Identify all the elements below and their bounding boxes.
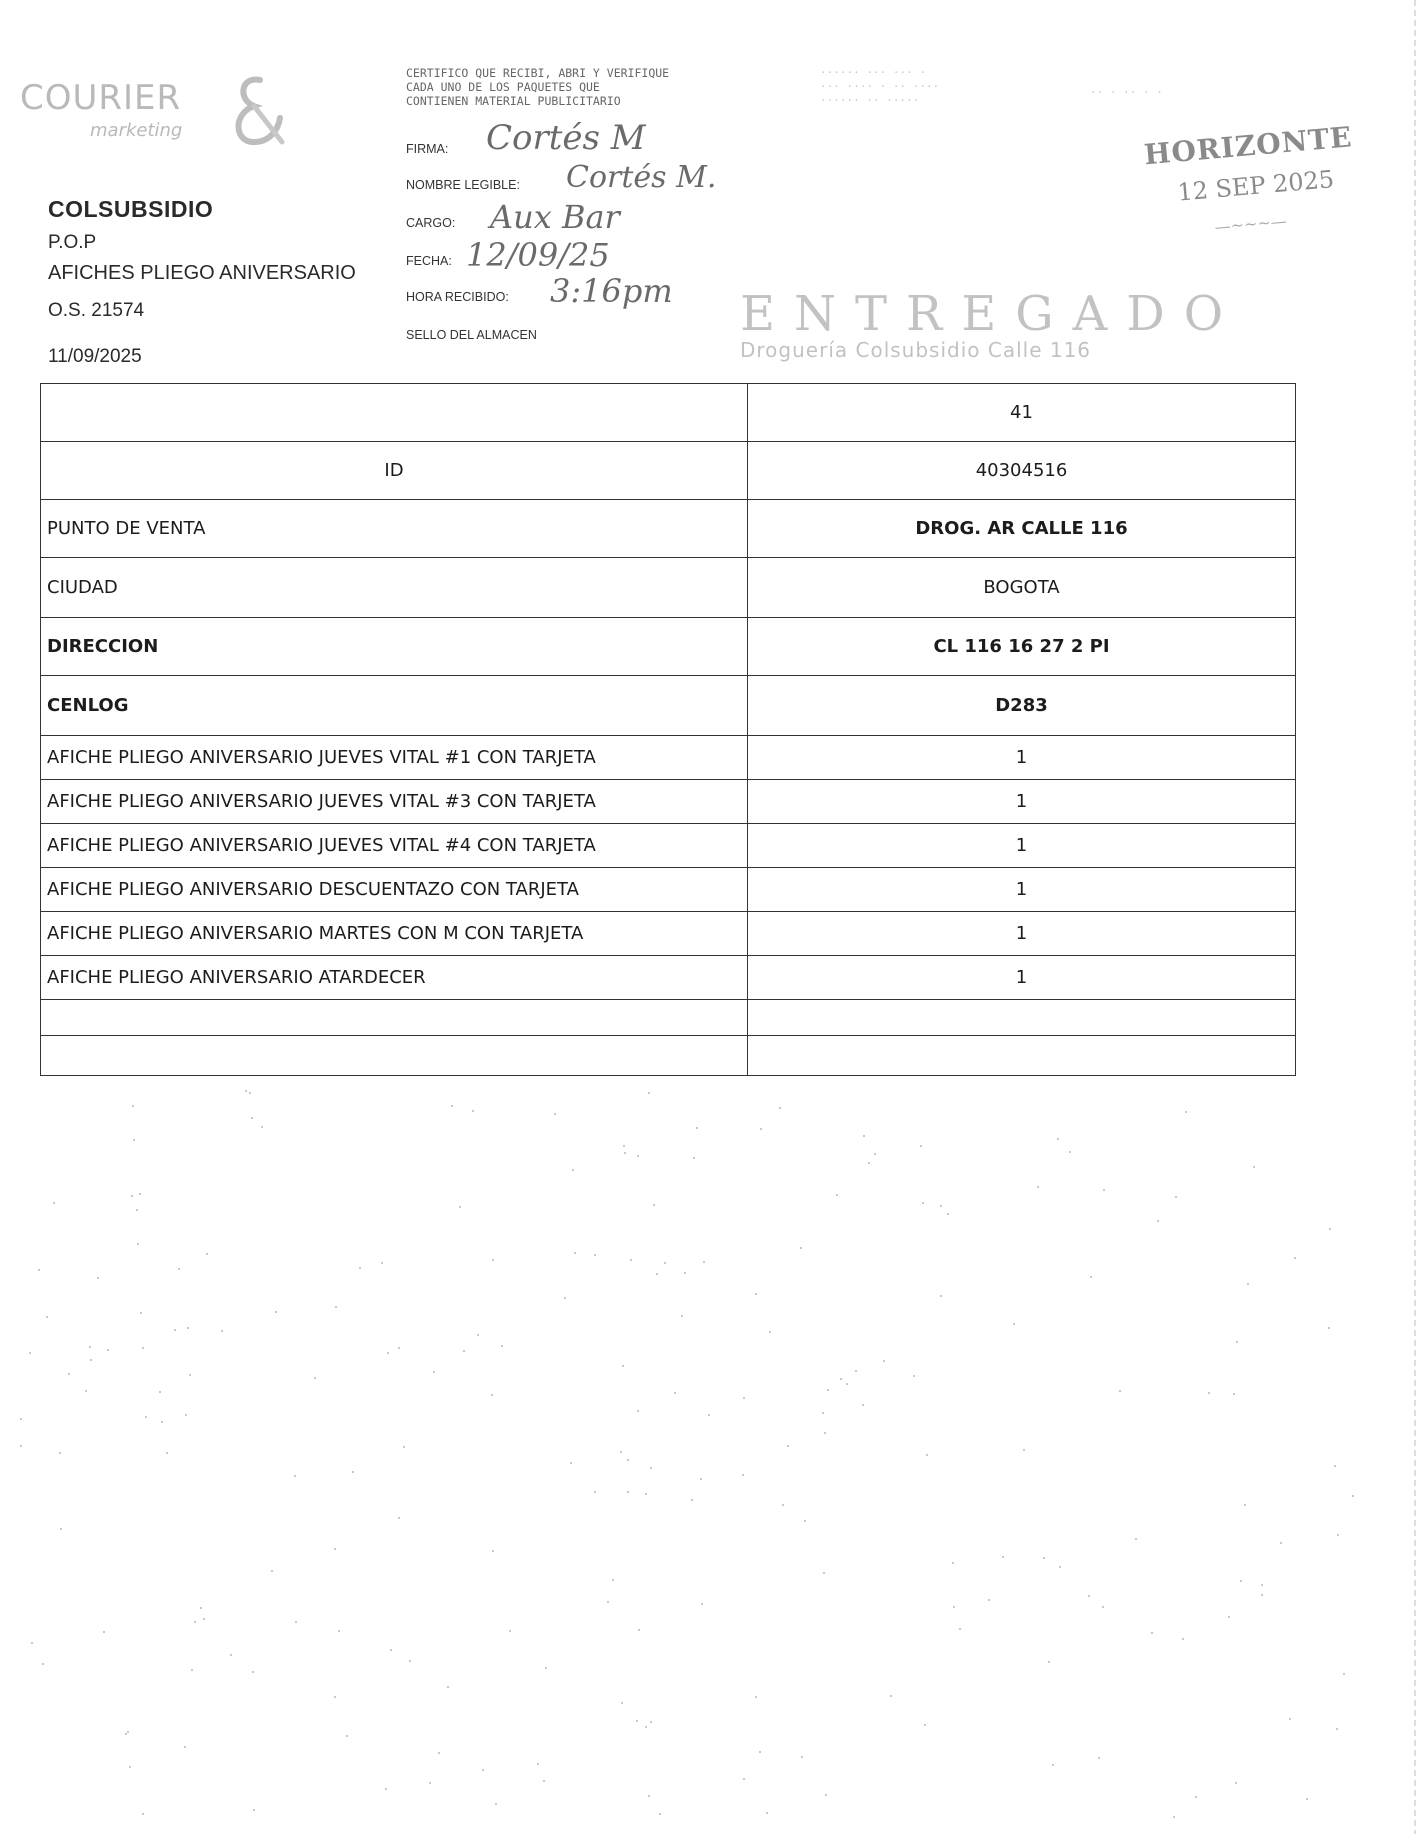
entregado-word: ENTREGADO <box>740 286 1243 342</box>
sello-label: SELLO DEL ALMACEN <box>406 328 537 342</box>
certificate-line: CERTIFICO QUE RECIBI, ABRI Y VERIFIQUE <box>406 66 670 80</box>
noise-dot <box>1253 1166 1255 1168</box>
noise-dot <box>653 1204 655 1206</box>
noise-dot <box>664 1262 666 1264</box>
noise-dot <box>31 1642 33 1644</box>
noise-dot <box>1090 1276 1092 1278</box>
noise-dot <box>472 1110 474 1112</box>
noise-dot <box>743 1397 745 1399</box>
scan-edge <box>1414 0 1416 1834</box>
noise-dot <box>200 1607 202 1609</box>
noise-dot <box>1037 1186 1039 1188</box>
noise-dot <box>127 1731 129 1733</box>
certificate-text <box>406 66 766 108</box>
row-label: AFICHE PLIEGO ANIVERSARIO JUEVES VITAL #4 CON TARJETA <box>41 824 748 868</box>
row-value: 1 <box>748 868 1296 912</box>
row-value: 1 <box>748 912 1296 956</box>
noise-dot <box>822 1412 824 1414</box>
noise-dot <box>926 1454 928 1456</box>
noise-dot <box>352 1471 354 1473</box>
noise-dot <box>463 1350 465 1352</box>
noise-dot <box>203 1618 205 1620</box>
noise-dot <box>1119 1390 1121 1392</box>
noise-dot <box>637 1155 639 1157</box>
noise-dot <box>334 1548 336 1550</box>
row-value: BOGOTA <box>748 558 1296 618</box>
noise-dot <box>696 1127 698 1129</box>
table-row <box>41 676 1296 736</box>
noise-dot <box>659 1813 661 1815</box>
noise-dot <box>693 1157 695 1159</box>
noise-dot <box>883 1360 885 1362</box>
noise-dot <box>1343 1673 1345 1675</box>
noise-dot <box>650 1721 652 1723</box>
faded-text-block: ·· · ·· · · <box>1090 86 1163 99</box>
handwritten-hora: 3:16pm <box>550 272 673 310</box>
noise-dot <box>129 1766 131 1768</box>
noise-dot <box>953 1606 955 1608</box>
noise-dot <box>1135 1538 1137 1540</box>
table-row <box>41 868 1296 912</box>
noise-dot <box>492 1550 494 1552</box>
noise-dot <box>959 1628 961 1630</box>
noise-dot <box>804 1520 806 1522</box>
noise-dot <box>620 1451 622 1453</box>
noise-dot <box>178 1268 180 1270</box>
noise-dot <box>537 1763 539 1765</box>
noise-dot <box>221 1330 223 1332</box>
noise-dot <box>139 1193 141 1195</box>
noise-dot <box>1336 1728 1338 1730</box>
entregado-stamp <box>740 286 1243 376</box>
table-row <box>41 442 1296 500</box>
noise-dot <box>294 1475 296 1477</box>
row-label <box>41 1000 748 1036</box>
courier-logo <box>20 72 280 152</box>
noise-dot <box>622 1365 624 1367</box>
table-row <box>41 500 1296 558</box>
noise-dot <box>438 1752 440 1754</box>
noise-dot <box>20 1418 22 1420</box>
noise-dot <box>1057 1138 1059 1140</box>
noise-dot <box>1352 1495 1354 1497</box>
noise-dot <box>1151 1632 1153 1634</box>
noise-dot <box>459 1206 461 1208</box>
noise-dot <box>648 1092 650 1094</box>
noise-dot <box>846 1383 848 1385</box>
row-value: DROG. AR CALLE 116 <box>748 500 1296 558</box>
noise-dot <box>90 1359 92 1361</box>
noise-dot <box>1228 1616 1230 1618</box>
noise-dot <box>1023 1449 1025 1451</box>
noise-dot <box>920 1145 922 1147</box>
ampersand-icon <box>220 72 290 152</box>
handwritten-name: Cortés M. <box>566 160 717 195</box>
noise-dot <box>1235 1782 1237 1784</box>
table-row <box>41 384 1296 442</box>
noise-dot <box>335 1306 337 1308</box>
noise-dot <box>429 1782 431 1784</box>
noise-dot <box>131 1195 133 1197</box>
noise-dot <box>825 1794 827 1796</box>
noise-dot <box>868 1162 870 1164</box>
noise-dot <box>637 1410 639 1412</box>
noise-dot <box>570 1462 572 1464</box>
noise-dot <box>656 1273 658 1275</box>
noise-dot <box>769 1331 771 1333</box>
noise-dot <box>760 1128 762 1130</box>
noise-dot <box>137 1243 139 1245</box>
noise-dot <box>988 1599 990 1601</box>
noise-dot <box>779 1107 781 1109</box>
noise-dot <box>398 1347 400 1349</box>
noise-dot <box>1236 1341 1238 1343</box>
noise-dot <box>133 1139 135 1141</box>
noise-dot <box>194 1621 196 1623</box>
noise-dot <box>572 1169 574 1171</box>
noise-dot <box>574 1252 576 1254</box>
cargo-label: CARGO: <box>406 216 456 230</box>
row-label: CIUDAD <box>41 558 748 618</box>
noise-dot <box>922 1202 924 1204</box>
noise-dot <box>1173 1816 1175 1818</box>
noise-dot <box>107 1349 109 1351</box>
noise-dot <box>1195 1796 1197 1798</box>
noise-dot <box>800 1247 802 1249</box>
noise-dot <box>230 1654 232 1656</box>
handwritten-fecha: 12/09/25 <box>466 236 610 274</box>
noise-dot <box>451 1105 453 1107</box>
store-stamp <box>1142 120 1354 268</box>
noise-dot <box>251 1117 253 1119</box>
noise-dot <box>501 1345 503 1347</box>
noise-dot <box>1261 1594 1263 1596</box>
hora-label: HORA RECIBIDO: <box>406 290 509 304</box>
row-value: 41 <box>748 384 1296 442</box>
noise-dot <box>346 1735 348 1737</box>
noise-dot <box>409 1660 411 1662</box>
nombre-label: NOMBRE LEGIBLE: <box>406 178 520 192</box>
noise-dot <box>1052 1764 1054 1766</box>
row-label <box>41 1036 748 1076</box>
noise-dot <box>97 1277 99 1279</box>
certificate-line: CONTIENEN MATERIAL PUBLICITARIO <box>406 94 621 108</box>
noise-dot <box>142 1813 144 1815</box>
noise-dot <box>359 1267 361 1269</box>
noise-dot <box>1240 1580 1242 1582</box>
noise-dot <box>650 1467 652 1469</box>
noise-dot <box>1294 1257 1296 1259</box>
noise-dot <box>184 1746 186 1748</box>
noise-dot <box>681 1315 683 1317</box>
noise-dot <box>46 1316 48 1318</box>
noise-dot <box>855 1370 857 1372</box>
noise-dot <box>295 1621 297 1623</box>
noise-dot <box>1280 1542 1282 1544</box>
row-value: CL 116 16 27 2 PI <box>748 618 1296 676</box>
noise-dot <box>125 1733 127 1735</box>
noise-dot <box>801 1756 803 1758</box>
noise-dot <box>824 1432 826 1434</box>
noise-dot <box>166 1452 168 1454</box>
noise-dot <box>509 1630 511 1632</box>
row-value: 1 <box>748 956 1296 1000</box>
logo-text: COURIER <box>20 78 182 118</box>
noise-dot <box>59 1452 61 1454</box>
noise-dot <box>836 1194 838 1196</box>
delivery-table <box>40 383 1296 1076</box>
noise-dot <box>1002 1556 1004 1558</box>
noise-dot <box>554 1113 556 1115</box>
noise-dot <box>638 1629 640 1631</box>
noise-dot <box>136 1209 138 1211</box>
noise-dot <box>1334 1465 1336 1467</box>
noise-dot <box>89 1346 91 1348</box>
noise-dot <box>68 1373 70 1375</box>
noise-dot <box>187 1327 189 1329</box>
noise-dot <box>29 1352 31 1354</box>
noise-dot <box>1175 1196 1177 1198</box>
noise-dot <box>564 1297 566 1299</box>
noise-dot <box>674 1392 676 1394</box>
noise-dot <box>253 1809 255 1811</box>
handwritten-cargo: Aux Bar <box>490 198 620 236</box>
noise-dot <box>890 1695 892 1697</box>
noise-dot <box>1289 1718 1291 1720</box>
noise-dot <box>334 1696 336 1698</box>
noise-dot <box>759 1751 761 1753</box>
noise-dot <box>1185 1111 1187 1113</box>
noise-dot <box>755 1696 757 1698</box>
noise-dot <box>612 1579 614 1581</box>
noise-dot <box>245 1090 247 1092</box>
noise-dot <box>42 1663 44 1665</box>
row-value <box>748 1000 1296 1036</box>
noise-dot <box>940 1205 942 1207</box>
noise-dot <box>261 1126 263 1128</box>
noise-dot <box>477 1334 479 1336</box>
noise-dot <box>1233 1393 1235 1395</box>
table-row <box>41 736 1296 780</box>
noise-dot <box>636 1720 638 1722</box>
noise-dot <box>1244 1504 1246 1506</box>
row-value: 1 <box>748 736 1296 780</box>
noise-dot <box>594 1491 596 1493</box>
noise-dot <box>145 1416 147 1418</box>
noise-dot <box>249 1092 251 1094</box>
noise-dot <box>1098 1757 1100 1759</box>
noise-dot <box>755 1293 757 1295</box>
table-row <box>41 780 1296 824</box>
noise-dot <box>630 1259 632 1261</box>
noise-dot <box>840 1378 842 1380</box>
noise-dot <box>206 1253 208 1255</box>
noise-dot <box>1208 1392 1210 1394</box>
row-label: AFICHE PLIEGO ANIVERSARIO MARTES CON M CON TARJETA <box>41 912 748 956</box>
noise-dot <box>1328 1327 1330 1329</box>
table-row <box>41 956 1296 1000</box>
noise-dot <box>60 1528 62 1530</box>
noise-dot <box>621 1702 623 1704</box>
noise-dot <box>381 1262 383 1264</box>
noise-dot <box>874 1153 876 1155</box>
row-value: 40304516 <box>748 442 1296 500</box>
noise-dot <box>645 1493 647 1495</box>
noise-dot <box>623 1145 625 1147</box>
document-type: P.O.P <box>48 232 97 253</box>
table-row <box>41 824 1296 868</box>
noise-dot <box>1069 1151 1071 1153</box>
noise-dot <box>275 1311 277 1313</box>
noise-dot <box>543 1780 545 1782</box>
faded-text-block: ······ ··· ··· · ··· ···· · ·· ···· ······ ·· ····· <box>820 66 940 107</box>
noise-dot <box>1182 1638 1184 1640</box>
noise-dot <box>947 1213 949 1215</box>
table-row <box>41 1036 1296 1076</box>
noise-dot <box>1247 1283 1249 1285</box>
noise-dot <box>1329 1228 1331 1230</box>
noise-dot <box>482 1769 484 1771</box>
noise-dot <box>701 1603 703 1605</box>
noise-dot <box>545 1667 547 1669</box>
noise-dot <box>940 1295 942 1297</box>
noise-dot <box>161 1421 163 1423</box>
noise-dot <box>338 1630 340 1632</box>
noise-dot <box>684 1272 686 1274</box>
noise-dot <box>607 1601 609 1603</box>
table-row <box>41 618 1296 676</box>
table-row <box>41 912 1296 956</box>
noise-dot <box>703 1261 705 1263</box>
noise-dot <box>53 1202 55 1204</box>
handwritten-signature: Cortés M <box>486 118 646 158</box>
noise-dot <box>385 1788 387 1790</box>
noise-dot <box>624 1152 626 1154</box>
noise-dot <box>142 1347 144 1349</box>
noise-dot <box>1059 1566 1061 1568</box>
noise-dot <box>823 1572 825 1574</box>
noise-dot <box>390 1649 392 1651</box>
noise-dot <box>627 1459 629 1461</box>
noise-dot <box>627 1491 629 1493</box>
noise-dot <box>174 1329 176 1331</box>
noise-dot <box>743 1778 745 1780</box>
noise-dot <box>594 1254 596 1256</box>
fecha-label: FECHA: <box>406 254 452 268</box>
row-value: D283 <box>748 676 1296 736</box>
noise-dot <box>159 1391 161 1393</box>
noise-dot <box>387 1352 389 1354</box>
table-row <box>41 1000 1296 1036</box>
logo-subtext: marketing <box>90 120 183 141</box>
noise-dot <box>924 1724 926 1726</box>
delivery-table-body <box>41 384 1296 1076</box>
noise-dot <box>700 1478 702 1480</box>
row-label: PUNTO DE VENTA <box>41 500 748 558</box>
noise-dot <box>1088 1595 1090 1597</box>
row-label: AFICHE PLIEGO ANIVERSARIO JUEVES VITAL #3 CON TARJETA <box>41 780 748 824</box>
certificate-line: CADA UNO DE LOS PAQUETES QUE <box>406 80 600 94</box>
noise-dot <box>433 1371 435 1373</box>
noise-dot <box>1102 1606 1104 1608</box>
row-value: 1 <box>748 824 1296 868</box>
noise-dot <box>782 1504 784 1506</box>
row-label: AFICHE PLIEGO ANIVERSARIO ATARDECER <box>41 956 748 1000</box>
noise-dot <box>252 1671 254 1673</box>
noise-dot <box>491 1394 493 1396</box>
document-date: 11/09/2025 <box>48 346 142 367</box>
noise-dot <box>645 1726 647 1728</box>
company-name: COLSUBSIDIO <box>48 196 214 222</box>
row-label: CENLOG <box>41 676 748 736</box>
noise-dot <box>1157 1220 1159 1222</box>
noise-dot <box>185 1414 187 1416</box>
noise-dot <box>1013 1323 1015 1325</box>
noise-dot <box>495 1803 497 1805</box>
order-number: O.S. 21574 <box>48 300 145 321</box>
noise-dot <box>708 1414 710 1416</box>
stamp-brand: HORIZONTE <box>1142 120 1354 172</box>
noise-dot <box>189 1374 191 1376</box>
noise-dot <box>648 1795 650 1797</box>
row-label: AFICHE PLIEGO ANIVERSARIO DESCUENTAZO CON TARJETA <box>41 868 748 912</box>
firma-label: FIRMA: <box>406 142 449 156</box>
noise-dot <box>191 1669 193 1671</box>
noise-dot <box>140 1312 142 1314</box>
noise-dot <box>403 1446 405 1448</box>
noise-dot <box>1337 1534 1339 1536</box>
noise-dot <box>20 1445 22 1447</box>
noise-dot <box>787 1445 789 1447</box>
noise-dot <box>492 1259 494 1261</box>
row-value <box>748 1036 1296 1076</box>
noise-dot <box>103 1631 105 1633</box>
noise-dot <box>742 1474 744 1476</box>
noise-dot <box>398 1517 400 1519</box>
noise-dot <box>913 1375 915 1377</box>
entregado-store: Droguería Colsubsidio Calle 116 <box>740 338 1092 362</box>
campaign-name: AFICHES PLIEGO ANIVERSARIO <box>48 262 356 284</box>
noise-dot <box>862 1404 864 1406</box>
noise-dot <box>766 1812 768 1814</box>
noise-dot <box>1048 1661 1050 1663</box>
noise-dot <box>1261 1584 1263 1586</box>
row-label: ID <box>41 442 748 500</box>
table-row <box>41 558 1296 618</box>
noise-dot <box>271 1570 273 1572</box>
noise-dot <box>1103 1189 1105 1191</box>
noise-dot <box>447 1686 449 1688</box>
noise-dot <box>132 1105 134 1107</box>
noise-dot <box>85 1390 87 1392</box>
noise-dot <box>38 1269 40 1271</box>
noise-dot <box>1043 1557 1045 1559</box>
noise-dot <box>827 1389 829 1391</box>
row-label: DIRECCION <box>41 618 748 676</box>
noise-dot <box>314 1377 316 1379</box>
noise-dot <box>952 1562 954 1564</box>
stamp-date: 12 SEP 2025 <box>1176 165 1336 207</box>
noise-dot <box>691 1499 693 1501</box>
row-label: AFICHE PLIEGO ANIVERSARIO JUEVES VITAL #1 CON TARJETA <box>41 736 748 780</box>
row-value: 1 <box>748 780 1296 824</box>
row-label <box>41 384 748 442</box>
noise-dot <box>863 1135 865 1137</box>
noise-dot <box>1306 1798 1308 1800</box>
stamp-scribble: —~~~— <box>1213 211 1288 237</box>
